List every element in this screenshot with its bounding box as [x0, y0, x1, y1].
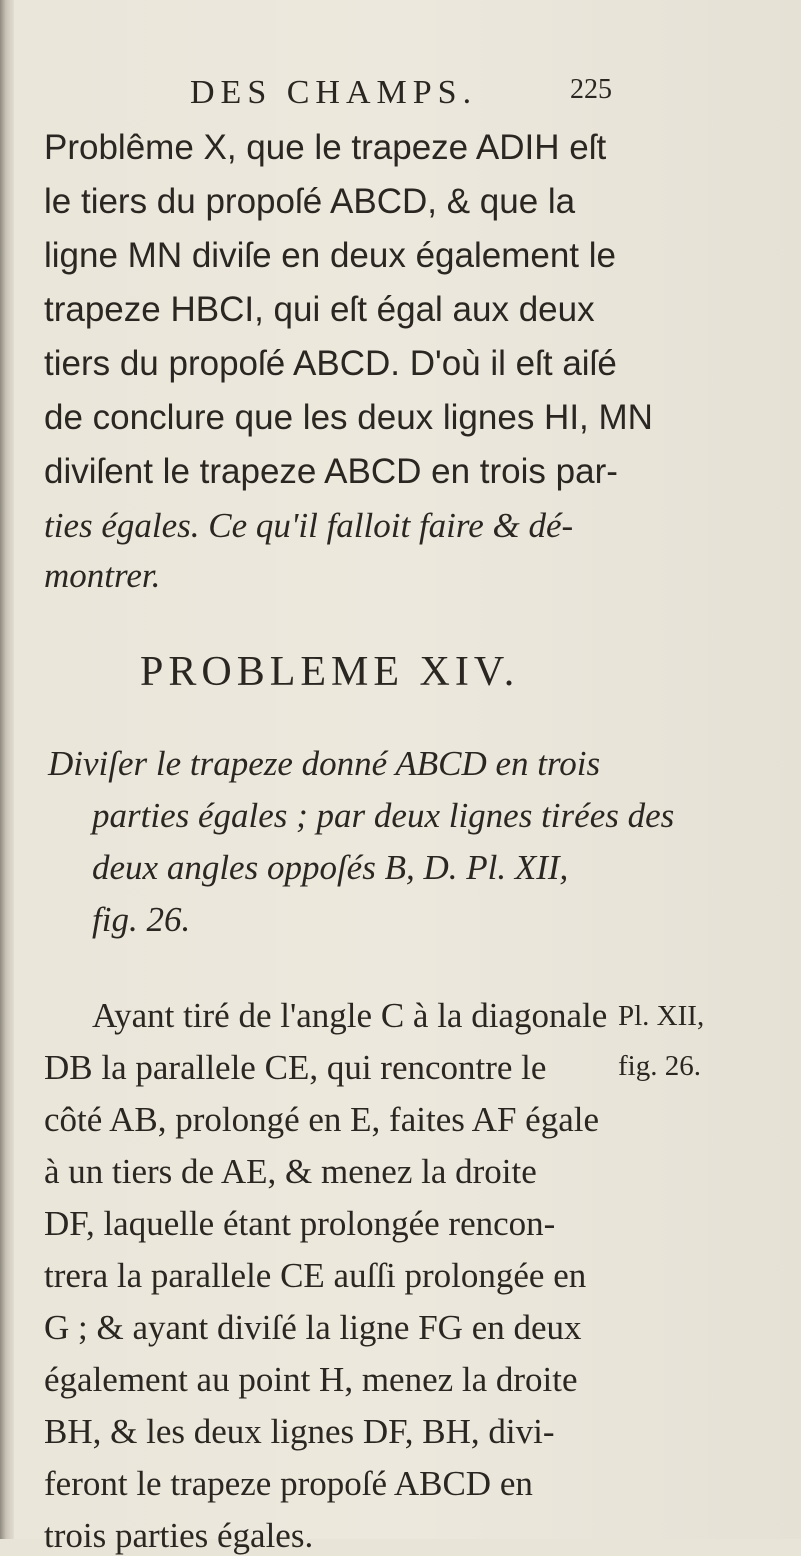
body-line: à un tiers de AE, & menez la droite	[44, 1152, 537, 1191]
body-line: Ayant tiré de l'angle C à la diagonale	[92, 996, 608, 1035]
body-line: feront le trapeze propoſé ABCD en	[44, 1464, 533, 1503]
statement-line: parties égales ; par deux lignes tirées des	[92, 796, 675, 835]
text-line: tiers du propoſé ABCD. D'où il eſt aiſé	[44, 344, 617, 383]
statement-line: fig. 26.	[92, 900, 191, 939]
text-line: ties égales. Ce qu'il falloit faire & dé-	[44, 506, 574, 545]
margin-note-plate: Pl. XII,	[618, 1000, 705, 1032]
body-line: BH, & les deux lignes DF, BH, divi-	[44, 1412, 555, 1451]
text-line: diviſent le trapeze ABCD en trois par-	[44, 452, 618, 491]
body-line: également au point H, menez la droite	[44, 1360, 578, 1399]
body-line: côté AB, prolongé en E, faites AF égale	[44, 1100, 599, 1139]
body-line: trera la parallele CE auſſi prolongée en	[44, 1256, 587, 1295]
problem-title: PROBLEME XIV.	[140, 649, 520, 695]
body-line: DB la parallele CE, qui rencontre le	[44, 1048, 547, 1087]
body-line: DF, laquelle étant prolongée rencon-	[44, 1204, 556, 1243]
body-line: trois parties égales.	[44, 1516, 314, 1555]
body-line: G ; & ayant diviſé la ligne FG en deux	[44, 1308, 582, 1347]
statement-line: Diviſer le trapeze donné ABCD en trois	[48, 744, 601, 783]
statement-line: deux angles oppoſés B, D. Pl. XII,	[92, 848, 569, 887]
text-line: ligne MN diviſe en deux également le	[44, 236, 616, 275]
text-line: Problême X, que le trapeze ADIH eſt	[44, 128, 607, 167]
text-line: montrer.	[44, 556, 161, 595]
margin-note-figure: fig. 26.	[618, 1050, 701, 1082]
text-line: le tiers du propoſé ABCD, & que la	[44, 182, 576, 221]
text-line: de conclure que les deux lignes HI, MN	[44, 398, 653, 437]
text-line: trapeze HBCI, qui eſt égal aux deux	[44, 290, 595, 329]
page-number: 225	[570, 74, 612, 105]
running-title: DES CHAMPS.	[190, 74, 478, 111]
page-binding-edge	[0, 0, 14, 1539]
